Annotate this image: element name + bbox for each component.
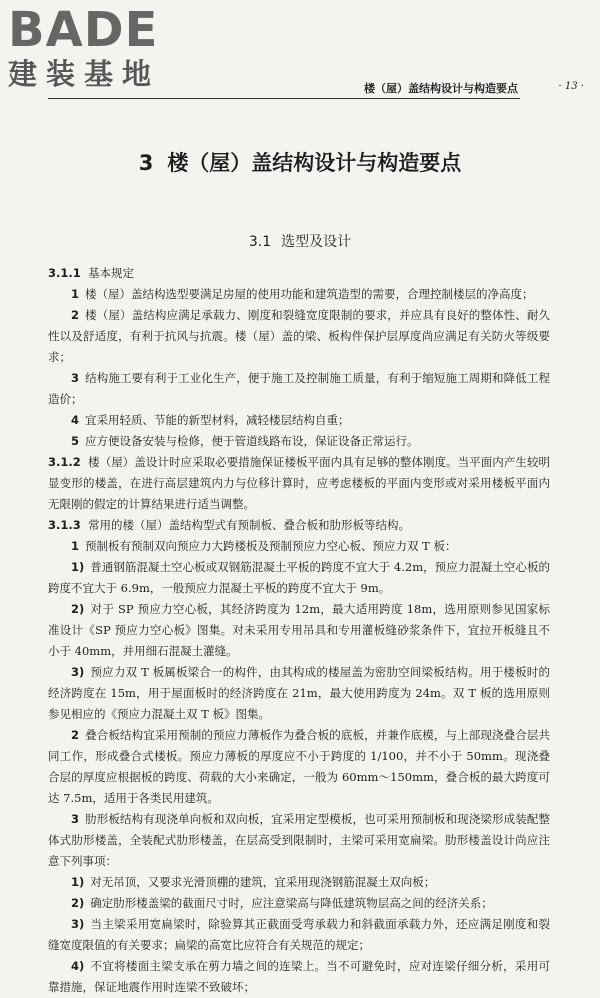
paragraph: [48, 452, 550, 515]
body-text: [48, 263, 550, 998]
clause-number: 3.1.2: [48, 455, 81, 469]
paragraph-text: 结构施工要有利于工业化生产，便于施工及控制施工质量，有利于缩短施工周期和降低工程造价；: [48, 371, 550, 406]
paragraph-text: 常用的楼（屋）盖结构型式有预制板、叠合板和肋形板等结构。: [88, 518, 411, 532]
paragraph-text: 叠合板结构宜采用预制的预应力薄板作为叠合板的底板，并兼作底模，与上部现浇叠合层共同工作，形成叠合式楼板。预应力薄板的厚度应不小于跨度的 1/100，并不小于 50mm。现浇叠合层的厚度应根据板的跨度、荷载的大小来确定，一般为 60mm～150mm，叠合板的最大跨度可达 7.5m，适用于各类民用建筑。: [48, 728, 550, 805]
paragraph: [48, 263, 550, 284]
item-number: 2): [71, 896, 85, 910]
paragraph-text: 基本规定: [88, 266, 135, 280]
item-number: 1: [71, 287, 80, 301]
item-number: 1): [71, 875, 85, 889]
item-number: 2): [71, 602, 85, 616]
paragraph: [48, 893, 550, 914]
paragraph: [48, 515, 550, 536]
paragraph-text: 预制板有预制双向预应力大跨楼板及预制预应力空心板、预应力双 T 板：: [85, 539, 457, 553]
item-number: 3: [71, 812, 80, 826]
section-heading: [0, 231, 600, 251]
chapter-title: 楼（屋）盖结构设计与构造要点: [167, 151, 462, 175]
paragraph-text: 普通钢筋混凝土空心板或双钢筋混凝土平板的跨度不宜大于 4.2m，预应力混凝土空心板的跨度不宜大于 6.9m，一般预应力混凝土平板的跨度不宜大于 9m。: [48, 560, 550, 595]
paragraph: [48, 725, 550, 809]
item-number: 4): [71, 959, 85, 973]
item-number: 5: [71, 434, 80, 448]
paragraph-text: 不宜将楼面主梁支承在剪力墙之间的连梁上。当不可避免时，应对连梁仔细分析，采用可靠措施，保证地震作用时连梁不致破坏；: [48, 959, 550, 994]
clause-number: 3.1.3: [48, 518, 81, 532]
paragraph-text: 楼（屋）盖结构应满足承载力、刚度和裂缝宽度限制的要求，并应具有良好的整体性、耐久性以及舒适度，有利于抗风与抗震。楼（屋）盖的梁、板构件保护层厚度尚应满足有关防火等级要求；: [48, 308, 550, 364]
item-number: 3): [71, 917, 85, 931]
item-number: 3): [71, 665, 85, 679]
page-number: · 13 ·: [558, 81, 584, 92]
paragraph: [48, 368, 550, 410]
paragraph: [48, 536, 550, 557]
paragraph-text: 楼（屋）盖结构选型要满足房屋的使用功能和建筑造型的需要，合理控制楼层的净高度；: [85, 287, 534, 301]
running-head-title: 楼（屋）盖结构设计与构造要点: [364, 82, 518, 95]
paragraph: [48, 872, 550, 893]
logo: [8, 4, 160, 90]
item-number: 4: [71, 413, 80, 427]
logo-text: BADE: [8, 2, 159, 58]
chapter-heading: [0, 147, 600, 177]
logo-subtitle: 建装基地: [8, 57, 161, 91]
item-number: 2: [71, 308, 80, 322]
paragraph-text: 预应力双 T 板属板梁合一的构件，由其构成的楼屋盖为密肋空间梁板结构。用于楼板时的经济跨度在 15m，用于屋面板时的经济跨度在 21m，最大使用跨度为 24m。双 T 板的选用原则参见相应的《预应力混凝土双 T 板》图集。: [48, 665, 550, 721]
section-number: 3.1: [248, 234, 272, 250]
section-title: 选型及设计: [281, 234, 352, 250]
item-number: 3: [71, 371, 80, 385]
paragraph-text: 对于 SP 预应力空心板，其经济跨度为 12m，最大适用跨度 18m，选用原则参见国家标准设计《SP 预应力空心板》图集。对未采用专用吊具和专用灌板缝砂浆条件下，宜拉开板缝且不小于 40mm，并用细石混凝土灌缝。: [48, 602, 550, 658]
paragraph-text: 对无吊顶，又要求光滑顶棚的建筑，宜采用现浇钢筋混凝土双向板；: [90, 875, 436, 889]
paragraph: [48, 599, 550, 662]
paragraph: [48, 662, 550, 725]
paragraph: [48, 284, 550, 305]
paragraph: [48, 410, 550, 431]
paragraph-text: 楼（屋）盖设计时应采取必要措施保证楼板平面内具有足够的整体刚度。当平面内产生较明显变形的楼盖，在进行高层建筑内力与位移计算时，应考虑楼板的平面内变形或对采用楼板平面内无限刚的假定的计算结果进行适当调整。: [48, 455, 550, 511]
paragraph-text: 当主梁采用宽扁梁时，除验算其正截面受弯承载力和斜截面承载力外，还应满足刚度和裂缝宽度限值的有关要求；扁梁的高宽比应符合有关规范的规定；: [48, 917, 550, 952]
paragraph-text: 宜采用轻质、节能的新型材料，减轻楼层结构自重；: [85, 413, 350, 427]
paragraph-text: 确定肋形楼盖梁的截面尺寸时，应注意梁高与降低建筑物层高之间的经济关系；: [90, 896, 493, 910]
paragraph-text: 应方便设备安装与检修，便于管道线路布设，保证设备正常运行。: [85, 434, 419, 448]
paragraph: [48, 956, 550, 998]
item-number: 2: [71, 728, 80, 742]
clause-number: 3.1.1: [48, 266, 81, 280]
paragraph: [48, 914, 550, 956]
item-number: 1): [71, 560, 85, 574]
chapter-number: 3: [138, 151, 154, 175]
item-number: 1: [71, 539, 80, 553]
paragraph: [48, 305, 550, 368]
paragraph-text: 肋形板结构有现浇单向板和双向板，宜采用定型模板，也可采用预制板和现浇梁形成装配整体式肋形楼盖，全装配式肋形楼盖，在层高受到限制时，主梁可采用宽扁梁。肋形楼盖设计尚应注意下列事项：: [48, 812, 550, 868]
paragraph: [48, 431, 550, 452]
header-rule: [48, 98, 520, 99]
paragraph: [48, 557, 550, 599]
paragraph: [48, 809, 550, 872]
